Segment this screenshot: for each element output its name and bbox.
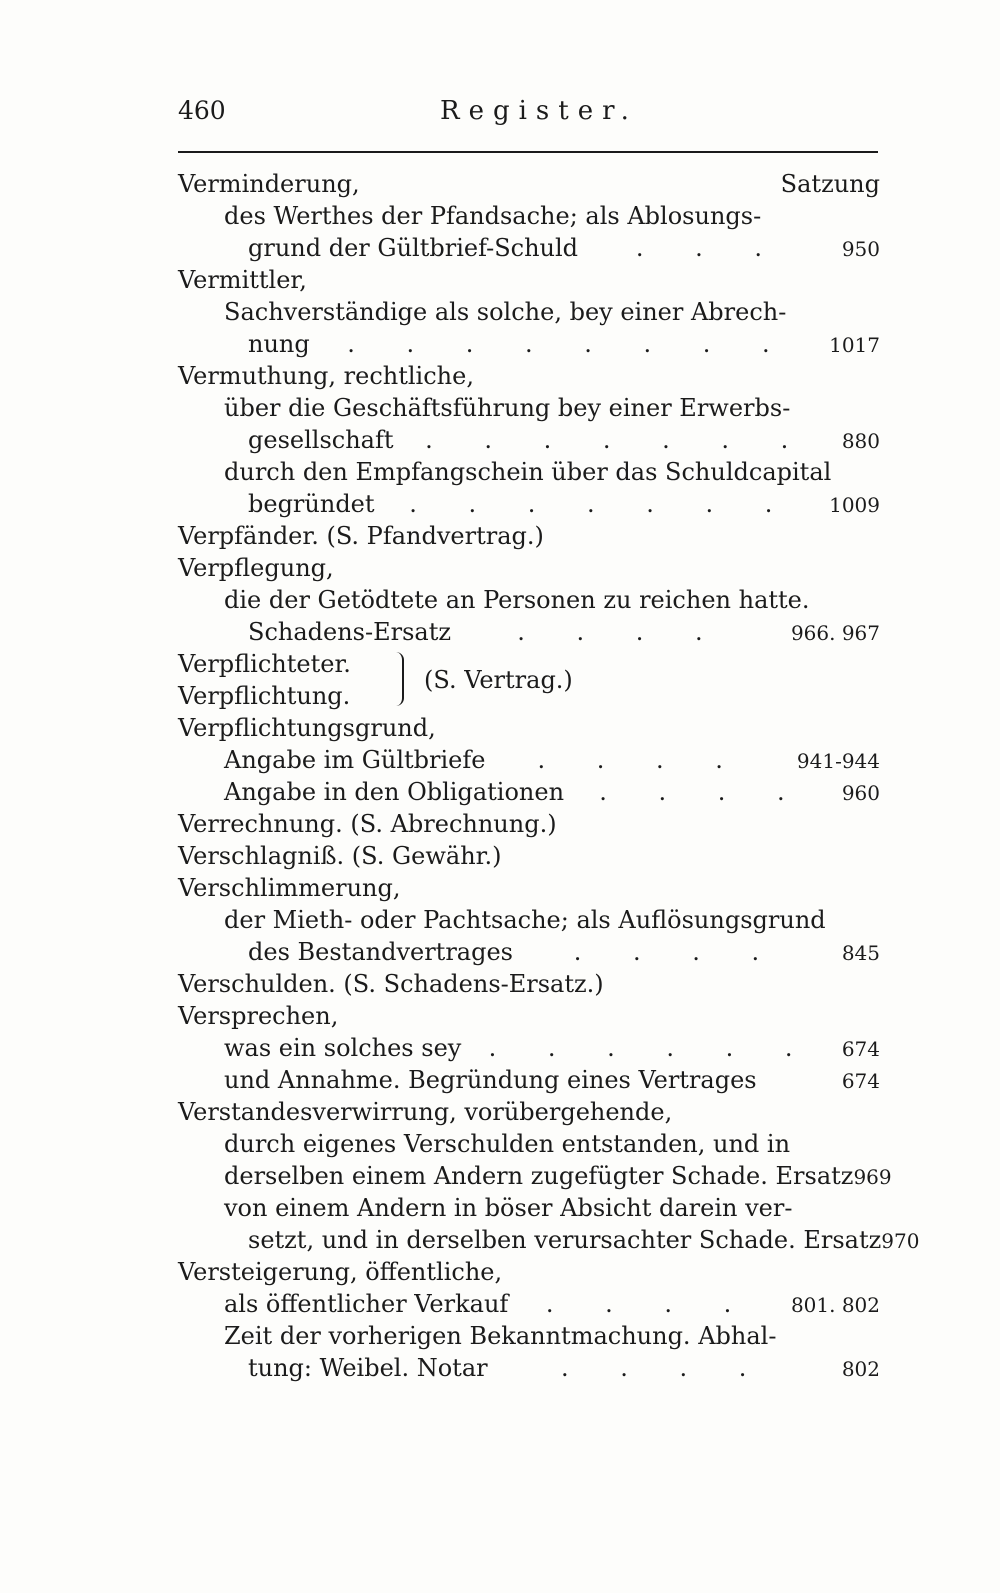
- entry-text: Zeit der vorherigen Bekanntmachung. Abhal-: [224, 1322, 777, 1350]
- index-entry-subline: [178, 232, 880, 264]
- index-entry-heading: [178, 872, 880, 904]
- entry-text: tung: Weibel. Notar: [248, 1354, 488, 1382]
- index-entry-subline: [178, 456, 880, 488]
- page-reference: 970: [881, 1229, 920, 1253]
- page-title: Register.: [440, 96, 638, 126]
- page-number: 460: [178, 96, 226, 125]
- leader-dots: . . . .: [537, 746, 745, 774]
- entry-text: Vermittler,: [178, 266, 307, 294]
- entry-text: durch eigenes Verschulden entstanden, und in: [224, 1130, 791, 1158]
- entry-text: derselben einem Andern zugefügter Schade. Ersatz: [224, 1162, 854, 1190]
- entry-text: Angabe in den Obligationen: [224, 778, 565, 806]
- entry-text: Verschulden. (S. Schadens-Ersatz.): [178, 970, 604, 998]
- index-entry-heading: [178, 1256, 880, 1288]
- entry-text: Sachverständige als solche, bey einer Abrech-: [224, 298, 787, 326]
- entry-text: Verpflegung,: [178, 554, 334, 582]
- leader-dots: . . . .: [517, 618, 725, 646]
- leader-dots: . . . . . .: [488, 1034, 815, 1062]
- index-entry-heading: [178, 808, 880, 840]
- entry-text: Verschlimmerung,: [178, 874, 401, 902]
- entry-text: Schadens-Ersatz: [248, 618, 452, 646]
- index-entry-subline: [178, 424, 880, 456]
- entry-text: grund der Gültbrief-Schuld: [248, 234, 579, 262]
- index-entry-heading: [178, 520, 880, 552]
- index-entry-subline: [178, 1224, 920, 1256]
- index-entry-heading: [178, 552, 880, 584]
- entry-text: setzt, und in derselben verursachter Schade. Ersatz: [248, 1226, 882, 1254]
- index-entries-part-2: [178, 712, 920, 1384]
- index-entry-subline: [178, 200, 880, 232]
- entry-text: Angabe im Gültbriefe: [224, 746, 486, 774]
- entry-text: des Werthes der Pfandsache; als Ablosungs-: [224, 202, 762, 230]
- index-entry-subline: [178, 776, 880, 808]
- entry-text: die der Getödtete an Personen zu reichen hatte.: [224, 586, 810, 614]
- index-entry-heading: [178, 1000, 880, 1032]
- page-reference: 674: [841, 1069, 880, 1093]
- leader-dots: . . . .: [545, 1290, 754, 1318]
- entry-text: Vermuthung, rechtliche,: [178, 362, 474, 390]
- leader-dots: . . .: [635, 234, 784, 262]
- entry-text: Versteigerung, öffentliche,: [178, 1258, 503, 1286]
- entry-text: des Bestandvertrages: [248, 938, 513, 966]
- leader-dots: . . . .: [573, 938, 782, 966]
- index-entry-subline: [178, 1352, 880, 1384]
- page-reference: 941-944: [796, 749, 880, 773]
- index-entry-subline: [178, 392, 880, 424]
- index-entry-subline: [178, 936, 880, 968]
- entry-right-word: Satzung: [780, 170, 880, 198]
- page-reference: 802: [841, 1357, 880, 1381]
- index-entry-heading: [178, 168, 880, 200]
- index-entry-subline: [178, 584, 880, 616]
- brace-line: Verpflichtung.: [178, 682, 351, 710]
- entry-text: der Mieth- oder Pachtsache; als Auflösungsgrund: [224, 906, 826, 934]
- index-entry-subline: [178, 488, 880, 520]
- page-reference: 880: [841, 429, 880, 453]
- leader-dots: . . . . . . .: [425, 426, 811, 454]
- entry-text: Verschlagniß. (S. Gewähr.): [178, 842, 502, 870]
- brace-group: [178, 648, 880, 712]
- header-rule: [178, 151, 878, 153]
- entry-text: Verpflichtungsgrund,: [178, 714, 436, 742]
- page-header: [178, 96, 878, 136]
- entry-text: über die Geschäftsführung bey einer Erwerbs-: [224, 394, 791, 422]
- index-entry-subline: [178, 296, 880, 328]
- page-reference: 966. 967: [790, 621, 880, 645]
- page-reference: 950: [841, 237, 880, 261]
- index-entry-subline: [178, 328, 880, 360]
- entry-text: Verpfänder. (S. Pfandvertrag.): [178, 522, 544, 550]
- entry-text: Verrechnung. (S. Abrechnung.): [178, 810, 557, 838]
- index-entry-heading: [178, 712, 880, 744]
- page-reference: 801. 802: [790, 1293, 880, 1317]
- leader-dots: . . . . . . . .: [347, 330, 792, 358]
- page-reference: 1009: [829, 493, 880, 517]
- index-entry-subline: [178, 1192, 880, 1224]
- index-entry-subline: [178, 1064, 880, 1096]
- page-reference: 674: [841, 1037, 880, 1061]
- index-entry-heading: [178, 360, 880, 392]
- leader-dots: . . . .: [561, 1354, 769, 1382]
- entry-text: und Annahme. Begründung eines Vertrages: [224, 1066, 757, 1094]
- index-entry-subline: [178, 1288, 880, 1320]
- entry-text: begründet: [248, 490, 375, 518]
- index-entry-subline: [178, 1032, 880, 1064]
- entry-text: von einem Andern in böser Absicht darein ver-: [224, 1194, 793, 1222]
- index-entry-heading: [178, 968, 880, 1000]
- entry-text: als öffentlicher Verkauf: [224, 1290, 509, 1318]
- leader-dots: . . . . . . .: [409, 490, 795, 518]
- entry-text: Versprechen,: [178, 1002, 339, 1030]
- page-reference: 960: [841, 781, 880, 805]
- page-reference: 845: [841, 941, 880, 965]
- leader-dots: . . . .: [599, 778, 807, 806]
- index-entry-subline: [178, 1128, 880, 1160]
- entry-text: was ein solches sey: [224, 1034, 462, 1062]
- curly-brace-icon: [394, 652, 404, 706]
- page-reference: 969: [853, 1165, 892, 1189]
- entry-text: durch den Empfangschein über das Schuldcapital: [224, 458, 832, 486]
- entry-text: Verstandesverwirrung, vorübergehende,: [178, 1098, 673, 1126]
- index-entry-heading: [178, 264, 880, 296]
- register-index: [178, 168, 920, 1384]
- brace-reference: (S. Vertrag.): [424, 666, 573, 694]
- index-entry-subline: [178, 744, 880, 776]
- index-entry-subline: [178, 616, 880, 648]
- brace-line: Verpflichteter.: [178, 650, 351, 678]
- page-reference: 1017: [829, 333, 880, 357]
- entry-text: Verminderung,: [178, 170, 360, 198]
- index-entry-heading: [178, 840, 880, 872]
- index-entry-subline: [178, 1160, 892, 1192]
- index-entry-subline: [178, 904, 880, 936]
- index-entry-heading: [178, 1096, 880, 1128]
- entry-text: gesellschaft: [248, 426, 394, 454]
- entry-text: nung: [248, 330, 310, 358]
- index-entries-part-1: [178, 168, 880, 648]
- index-entry-subline: [178, 1320, 880, 1352]
